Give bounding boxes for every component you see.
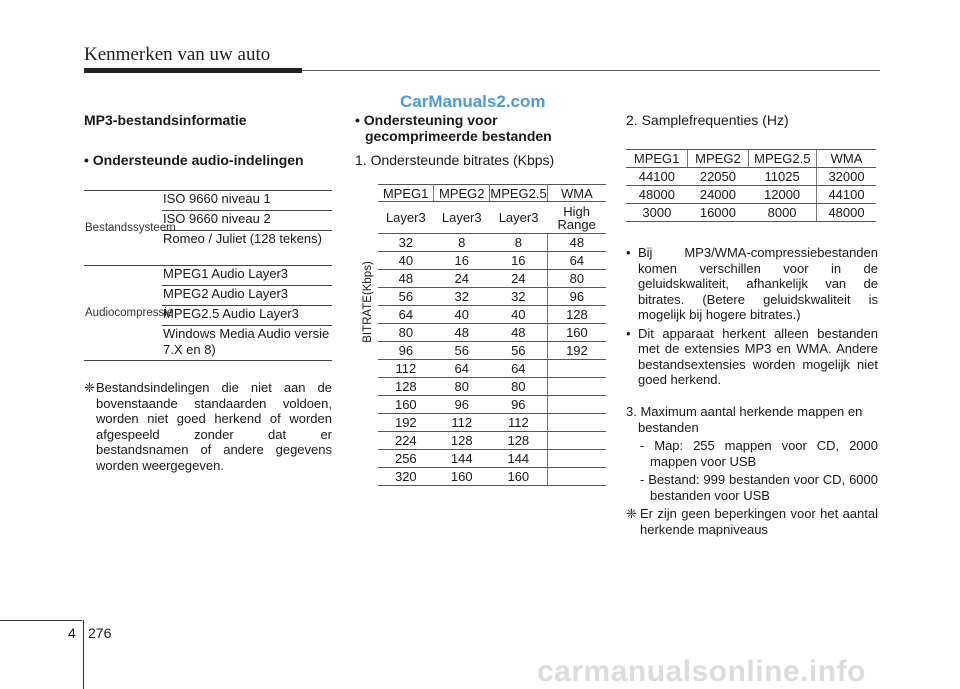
table-cell: 56	[434, 342, 490, 360]
table-cell: Windows Media Audio versie 7.X en 8)	[162, 326, 332, 361]
table-cell: 8	[490, 234, 548, 252]
table-cell: 112	[434, 414, 490, 432]
bitrate-label: BITRATE(Kbps)	[362, 261, 374, 343]
section-heading: 2. Samplefrequenties (Hz)	[626, 112, 789, 128]
table-cell	[547, 378, 606, 396]
table-row	[378, 234, 606, 252]
table-cell: 160	[434, 468, 490, 486]
col-header: MPEG2.5	[490, 185, 547, 201]
site-watermark: carmanualsonline.info	[537, 655, 866, 688]
table-cell: 24000	[688, 186, 748, 204]
table-cell: 96	[547, 288, 606, 306]
table-cell: 48	[378, 270, 434, 288]
table-cell: 8000	[748, 204, 816, 222]
table-cell: 48	[490, 324, 548, 342]
table-row	[378, 252, 606, 270]
table-cell	[547, 450, 606, 468]
section-subheading: 1. Ondersteunde bitrates (Kbps)	[355, 152, 555, 168]
table-cell: 40	[490, 306, 548, 324]
table-row	[626, 168, 876, 186]
table-row	[378, 378, 606, 396]
table-cell: 32000	[817, 168, 876, 186]
table-cell: 128	[547, 306, 606, 324]
table-cell: 128	[378, 378, 434, 396]
table-row	[378, 342, 606, 360]
table-cell: 32	[378, 234, 434, 252]
table-row	[378, 360, 606, 378]
table-cell: 112	[378, 360, 434, 378]
table-cell: 80	[490, 378, 548, 396]
table-cell: 32	[434, 288, 490, 306]
table-cell: 16000	[688, 204, 748, 222]
note	[84, 380, 332, 473]
table-cell: 16	[434, 252, 490, 270]
table-cell: 256	[378, 450, 434, 468]
note-text: Bestandsindelingen die niet aan de bovenstaande standaarden voldoen, worden niet goed herkend of worden afgespeeld zonder dat er bestandsnamen of andere gegevens worden weergegeven.	[96, 380, 332, 473]
col-header: MPEG2	[434, 185, 490, 202]
footer-divider	[83, 620, 84, 689]
table-cell: MPEG2 Audio Layer3	[162, 286, 332, 306]
bitrate-table	[378, 184, 606, 486]
section-subheading: • Ondersteunde audio-indelingen	[84, 152, 304, 168]
table-cell: 128	[434, 432, 490, 450]
table-cell: 32	[490, 288, 548, 306]
col-header: MPEG2.5	[748, 150, 816, 168]
table-cell: 64	[378, 306, 434, 324]
table-row	[378, 414, 606, 432]
table-cell: 40	[378, 252, 434, 270]
table-cell: 48	[547, 234, 606, 252]
col-header: WMA	[817, 150, 876, 168]
table-cell: 80	[547, 270, 606, 288]
table-cell: 80	[434, 378, 490, 396]
table-cell: 44100	[626, 168, 688, 186]
table-cell: 160	[378, 396, 434, 414]
col-header: WMA	[547, 185, 606, 202]
bitrate-axis-label	[358, 184, 376, 484]
audio-format-table	[84, 190, 332, 361]
table-cell	[547, 432, 606, 450]
table-cell	[547, 468, 606, 486]
table-cell: 192	[378, 414, 434, 432]
table-cell: 40	[434, 306, 490, 324]
table-cell: 11025	[748, 168, 816, 186]
table-cell: Romeo / Juliet (128 tekens)	[162, 231, 332, 266]
table-cell: 64	[490, 360, 548, 378]
table-cell: 48	[434, 324, 490, 342]
table-cell: 144	[434, 450, 490, 468]
table-cell: 56	[490, 342, 548, 360]
table-cell: 12000	[748, 186, 816, 204]
col-subheader	[547, 202, 606, 234]
table-cell: 24	[490, 270, 548, 288]
header-bar	[84, 68, 302, 73]
page-number: 276	[88, 625, 112, 641]
footer-rule	[0, 620, 82, 621]
col-header: MPEG1	[378, 185, 434, 202]
table-cell: 224	[378, 432, 434, 450]
bullet-item: • Dit apparaat herkent alleen bestanden met de extensies MP3 en WMA. Andere bestandsextensies worden mogelijk niet goed herkend.	[626, 326, 878, 388]
table-cell: 160	[490, 468, 548, 486]
bullet-list	[626, 245, 878, 388]
table-cell: 112	[490, 414, 548, 432]
table-cell: MPEG1 Audio Layer3	[162, 266, 332, 286]
table-cell	[547, 414, 606, 432]
table-cell: 16	[490, 252, 548, 270]
section-heading: • Ondersteuning voor gecomprimeerde bestanden	[355, 112, 552, 144]
table-cell: 8	[434, 234, 490, 252]
col-header: MPEG1	[626, 150, 688, 168]
group-label-audiocompression: Audiocompressie	[85, 307, 174, 319]
samplerate-table	[626, 149, 876, 222]
table-cell: 192	[547, 342, 606, 360]
table-row	[378, 432, 606, 450]
table-cell: 48000	[626, 186, 688, 204]
bullet-item: • Bij MP3/WMA-compressiebestanden komen verschillen voor in de geluidskwaliteit, afhankelijk van de bitrates. (Betere geluidskwaliteit is mogelijk bij hogere bitrates.)	[626, 245, 878, 323]
section-heading: MP3-bestandsinformatie	[84, 112, 247, 128]
watermark: CarManuals2.com	[400, 92, 546, 111]
note-text: Er zijn geen beperkingen voor het aantal herkende mapniveaus	[640, 506, 878, 537]
table-cell: 96	[378, 342, 434, 360]
chapter-number: 4	[68, 625, 76, 641]
table-cell: 64	[547, 252, 606, 270]
table-row	[378, 450, 606, 468]
table-cell: ISO 9660 niveau 2	[162, 211, 332, 231]
table-cell: 320	[378, 468, 434, 486]
table-row	[378, 324, 606, 342]
table-cell: 64	[434, 360, 490, 378]
table-cell	[547, 396, 606, 414]
folder-limits	[626, 404, 878, 537]
item3-file: - Bestand: 999 bestanden voor CD, 6000 bestanden voor USB	[640, 472, 878, 503]
page-header-title: Kenmerken van uw auto	[84, 44, 271, 65]
col-subheader: Layer3	[378, 202, 434, 234]
table-cell: 80	[378, 324, 434, 342]
table-row	[626, 186, 876, 204]
table-cell	[547, 360, 606, 378]
table-row	[378, 288, 606, 306]
table-cell: 144	[490, 450, 548, 468]
group-label-filesystem: Bestandssysteem	[85, 222, 176, 234]
table-cell: MPEG2.5 Audio Layer3	[162, 306, 332, 326]
note	[626, 506, 878, 537]
high-range-label: High Range	[557, 203, 596, 232]
table-cell: 56	[378, 288, 434, 306]
note-symbol: ❈	[626, 506, 637, 521]
table-row	[378, 306, 606, 324]
table-cell: 22050	[688, 168, 748, 186]
table-row	[378, 396, 606, 414]
note-symbol: ❈	[84, 380, 95, 395]
col-header: MPEG2	[688, 150, 748, 168]
table-cell: ISO 9660 niveau 1	[162, 191, 332, 211]
table-cell: 96	[490, 396, 548, 414]
table-row	[378, 270, 606, 288]
item3-map: - Map: 255 mappen voor CD, 2000 mappen voor USB	[640, 438, 878, 469]
col-subheader: Layer3	[434, 202, 490, 234]
table-cell: 44100	[817, 186, 876, 204]
header-rule	[302, 70, 880, 71]
table-cell: 96	[434, 396, 490, 414]
table-cell: 48000	[817, 204, 876, 222]
table-row	[626, 204, 876, 222]
table-cell: 160	[547, 324, 606, 342]
item3-title: 3. Maximum aantal herkende mappen en bestanden	[626, 404, 863, 435]
table-cell: 128	[490, 432, 548, 450]
table-cell: 3000	[626, 204, 688, 222]
col-subheader: Layer3	[490, 202, 548, 234]
table-row	[378, 468, 606, 486]
table-cell: 24	[434, 270, 490, 288]
